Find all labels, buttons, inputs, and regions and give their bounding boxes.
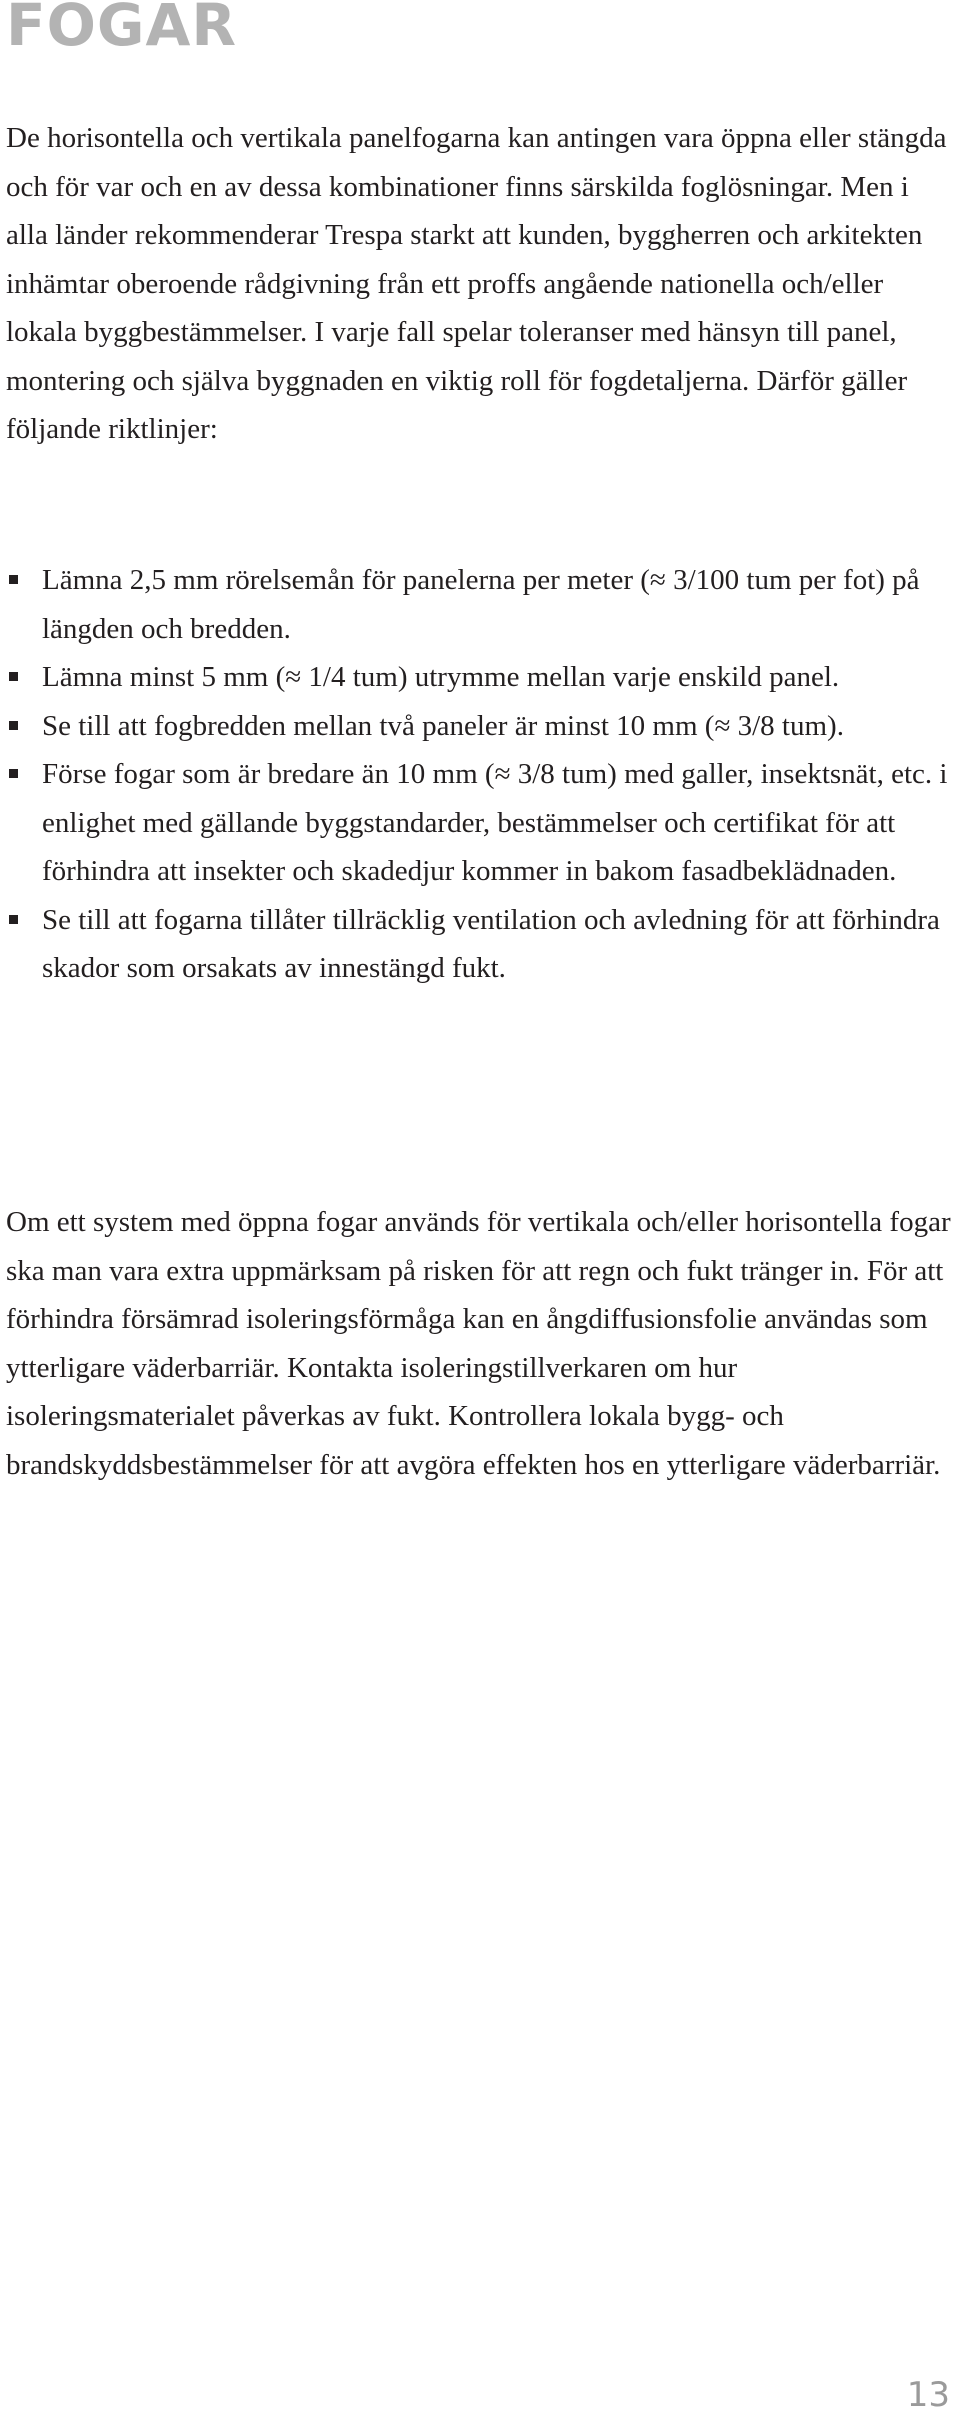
square-bullet-icon [9, 575, 18, 584]
guideline-text: Förse fogar som är bredare än 10 mm (≈ 3/8 tum) med galler, insektsnät, etc. i enlighet med gällande byggstandarder, bestämmelser och certifikat för att förhindra att insekter och skadedjur kommer in bakom fasadbeklädnaden. [42, 758, 948, 887]
guidelines-list [6, 556, 956, 993]
list-item [6, 702, 956, 751]
list-item [6, 556, 956, 653]
square-bullet-icon [9, 672, 18, 681]
intro-paragraph: De horisontella och vertikala panelfogarna kan antingen vara öppna eller stängda och för var och en av dessa kombinationer finns särskilda foglösningar. Men i alla länder rekommenderar Trespa starkt att kunden, byggherren och arkitekten inhämtar oberoende rådgivning från ett proffs angående nationella och/eller lokala byggbestämmelser. I varje fall spelar toleranser med hänsyn till panel, montering och själva byggnaden en viktig roll för fogdetaljerna. Därför gäller följande riktlinjer: [6, 122, 947, 445]
list-item [6, 896, 956, 993]
page-number: 13 [906, 2375, 950, 2415]
guideline-text: Se till att fogarna tillåter tillräcklig ventilation och avledning för att förhindra skador som orsakats av innestängd fukt. [42, 903, 940, 984]
list-item [6, 653, 956, 702]
guideline-text: Se till att fogbredden mellan två paneler är minst 10 mm (≈ 3/8 tum). [42, 709, 844, 742]
list-item [6, 750, 956, 896]
guideline-text: Lämna 2,5 mm rörelsemån för panelerna per meter (≈ 3/100 tum per fot) på längden och bredden. [42, 564, 920, 645]
square-bullet-icon [9, 769, 18, 778]
square-bullet-icon [9, 915, 18, 924]
square-bullet-icon [9, 721, 18, 730]
guideline-text: Lämna minst 5 mm (≈ 1/4 tum) utrymme mellan varje enskild panel. [42, 661, 840, 693]
page-title: FOGAR [6, 0, 238, 59]
outro-paragraph: Om ett system med öppna fogar används för vertikala och/eller horisontella fogar ska man vara extra uppmärksam på risken för att regn och fukt tränger in. För att förhindra försämrad isoleringsförmåga kan en ångdiffusionsfolie användas som ytterligare väderbarriär. Kontakta isoleringstillverkaren om hur isoleringsmaterialet påverkas av fukt. Kontrollera lokala bygg- och brandskyddsbestämmelser för att avgöra effekten hos en ytterligare väderbarriär. [6, 1206, 951, 1481]
